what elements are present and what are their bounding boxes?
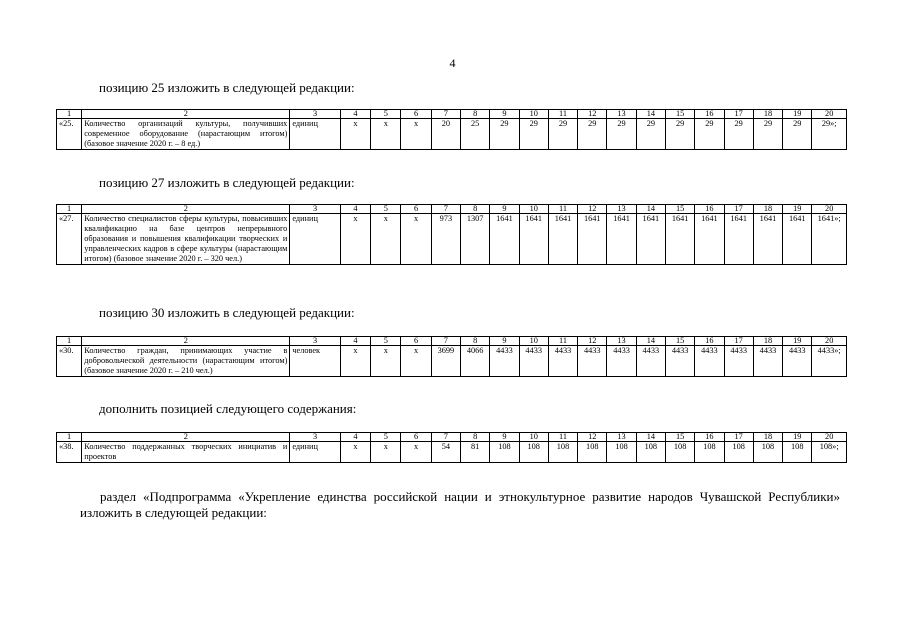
header-cell: 18	[753, 433, 782, 442]
header-cell: 18	[753, 110, 782, 119]
value-cell: 108	[665, 442, 694, 463]
section-caption-27: позицию 27 изложить в следующей редакции:	[99, 175, 355, 190]
value-cell: 29»;	[812, 119, 847, 150]
header-cell: 2	[82, 205, 290, 214]
value-cell: 54	[431, 442, 460, 463]
header-cell: 10	[519, 337, 548, 346]
header-cell: 6	[401, 433, 431, 442]
header-cell: 11	[548, 205, 577, 214]
header-cell: 14	[636, 337, 665, 346]
position-number: «27.	[57, 214, 82, 265]
value-cell: 4433	[548, 346, 577, 377]
header-cell: 15	[665, 433, 694, 442]
header-cell: 3	[290, 205, 341, 214]
header-cell: 2	[82, 110, 290, 119]
header-cell: 8	[461, 433, 490, 442]
header-cell: 20	[812, 110, 847, 119]
value-cell: 29	[636, 119, 665, 150]
value-cell: 1307	[461, 214, 490, 265]
value-cell: 108	[548, 442, 577, 463]
value-cell: x	[371, 346, 401, 377]
header-cell: 12	[578, 110, 607, 119]
value-cell: 1641	[783, 214, 812, 265]
header-cell: 3	[290, 337, 341, 346]
value-cell: 29	[665, 119, 694, 150]
value-cell: 108	[695, 442, 724, 463]
value-cell: x	[340, 346, 370, 377]
value-cell: 4433	[753, 346, 782, 377]
value-cell: 4433	[490, 346, 519, 377]
header-cell: 13	[607, 433, 636, 442]
indicator-name: Количество поддержанных творческих инициатив и проектов	[82, 442, 290, 463]
value-cell: 4433»;	[812, 346, 847, 377]
header-cell: 3	[290, 433, 341, 442]
value-cell: 29	[578, 119, 607, 150]
header-cell: 13	[607, 110, 636, 119]
value-cell: 1641	[724, 214, 753, 265]
indicator-name: Количество специалистов сферы культуры, повысивших квалификацию на базе центров непрерывного образования и повышения квалификации творческих и управленческих кадров в сфере культуры (нарастающим итогом) (базовое значение 2020 г. – 320 чел.)	[82, 214, 290, 265]
header-cell: 12	[578, 205, 607, 214]
value-cell: 1641	[636, 214, 665, 265]
value-cell: 108	[783, 442, 812, 463]
header-cell: 7	[431, 433, 460, 442]
value-cell: 29	[724, 119, 753, 150]
header-cell: 12	[578, 337, 607, 346]
value-cell: 4433	[665, 346, 694, 377]
header-cell: 4	[340, 110, 370, 119]
header-cell: 6	[401, 110, 431, 119]
value-cell: 29	[607, 119, 636, 150]
value-cell: 973	[431, 214, 460, 265]
header-cell: 17	[724, 205, 753, 214]
value-cell: x	[401, 214, 431, 265]
indicator-name: Количество организаций культуры, получивших современное оборудование (нарастающим итогом) (базовое значение 2020 г. – 8 ед.)	[82, 119, 290, 150]
header-cell: 9	[490, 337, 519, 346]
value-cell: 81	[461, 442, 490, 463]
header-cell: 17	[724, 337, 753, 346]
header-cell: 13	[607, 337, 636, 346]
unit-cell: единиц	[290, 442, 341, 463]
header-cell: 19	[783, 205, 812, 214]
value-cell: 4433	[695, 346, 724, 377]
page-number: 4	[449, 56, 456, 70]
header-cell: 12	[578, 433, 607, 442]
header-cell: 6	[401, 337, 431, 346]
header-cell: 10	[519, 110, 548, 119]
value-cell: x	[340, 119, 370, 150]
value-cell: 1641	[753, 214, 782, 265]
header-cell: 5	[371, 337, 401, 346]
unit-cell: человек	[290, 346, 341, 377]
header-cell: 3	[290, 110, 341, 119]
value-cell: x	[401, 346, 431, 377]
value-cell: x	[371, 119, 401, 150]
section-caption-30: позицию 30 изложить в следующей редакции:	[99, 305, 355, 320]
header-cell: 20	[812, 433, 847, 442]
header-cell: 10	[519, 205, 548, 214]
header-cell: 9	[490, 205, 519, 214]
value-cell: 4066	[461, 346, 490, 377]
header-cell: 14	[636, 433, 665, 442]
value-cell: 1641	[490, 214, 519, 265]
header-cell: 16	[695, 110, 724, 119]
header-cell: 10	[519, 433, 548, 442]
header-cell: 7	[431, 110, 460, 119]
header-cell: 4	[340, 337, 370, 346]
table-position-25	[56, 109, 847, 150]
header-cell: 5	[371, 110, 401, 119]
value-cell: 29	[783, 119, 812, 150]
value-cell: 3699	[431, 346, 460, 377]
header-cell: 7	[431, 337, 460, 346]
header-cell: 18	[753, 205, 782, 214]
value-cell: x	[371, 442, 401, 463]
header-cell: 18	[753, 337, 782, 346]
table-position-38	[56, 432, 847, 463]
header-cell: 2	[82, 433, 290, 442]
header-cell: 4	[340, 433, 370, 442]
header-cell: 16	[695, 205, 724, 214]
header-cell: 14	[636, 110, 665, 119]
value-cell: 4433	[607, 346, 636, 377]
header-cell: 17	[724, 110, 753, 119]
header-cell: 11	[548, 337, 577, 346]
header-cell: 15	[665, 337, 694, 346]
value-cell: 29	[548, 119, 577, 150]
header-cell: 1	[57, 433, 82, 442]
header-cell: 13	[607, 205, 636, 214]
indicator-name: Количество граждан, принимающих участие в добровольческой деятельности (нарастающим итогом) (базовое значение 2020 г. – 210 чел.)	[82, 346, 290, 377]
unit-cell: единиц	[290, 214, 341, 265]
value-cell: 20	[431, 119, 460, 150]
value-cell: 108	[578, 442, 607, 463]
header-cell: 15	[665, 205, 694, 214]
value-cell: 108	[490, 442, 519, 463]
value-cell: 108	[753, 442, 782, 463]
value-cell: 4433	[519, 346, 548, 377]
value-cell: 108	[607, 442, 636, 463]
header-cell: 19	[783, 110, 812, 119]
table-header-row	[57, 205, 847, 214]
section-caption-25: позицию 25 изложить в следующей редакции:	[99, 80, 355, 95]
value-cell: 29	[490, 119, 519, 150]
header-cell: 17	[724, 433, 753, 442]
value-cell: 29	[519, 119, 548, 150]
header-cell: 19	[783, 433, 812, 442]
table-row	[57, 214, 847, 265]
header-cell: 4	[340, 205, 370, 214]
value-cell: 4433	[636, 346, 665, 377]
table-header-row	[57, 110, 847, 119]
header-cell: 8	[461, 337, 490, 346]
table-row	[57, 346, 847, 377]
value-cell: 29	[695, 119, 724, 150]
header-cell: 1	[57, 205, 82, 214]
value-cell: x	[371, 214, 401, 265]
header-cell: 15	[665, 110, 694, 119]
header-cell: 11	[548, 110, 577, 119]
header-cell: 11	[548, 433, 577, 442]
header-cell: 1	[57, 337, 82, 346]
position-number: «30.	[57, 346, 82, 377]
value-cell: 29	[753, 119, 782, 150]
header-cell: 5	[371, 205, 401, 214]
value-cell: x	[401, 442, 431, 463]
value-cell: 1641	[665, 214, 694, 265]
header-cell: 16	[695, 337, 724, 346]
table-row	[57, 119, 847, 150]
table-row	[57, 442, 847, 463]
value-cell: x	[340, 442, 370, 463]
table-position-30	[56, 336, 847, 377]
header-cell: 5	[371, 433, 401, 442]
header-cell: 19	[783, 337, 812, 346]
value-cell: 25	[461, 119, 490, 150]
value-cell: 108	[636, 442, 665, 463]
section-caption-38: дополнить позицией следующего содержания:	[99, 401, 357, 416]
header-cell: 8	[461, 110, 490, 119]
header-cell: 6	[401, 205, 431, 214]
position-number: «25.	[57, 119, 82, 150]
header-cell: 16	[695, 433, 724, 442]
header-cell: 9	[490, 110, 519, 119]
value-cell: 108	[724, 442, 753, 463]
value-cell: 4433	[578, 346, 607, 377]
unit-cell: единиц	[290, 119, 341, 150]
table-header-row	[57, 433, 847, 442]
value-cell: 4433	[724, 346, 753, 377]
value-cell: 108	[519, 442, 548, 463]
position-number: «38.	[57, 442, 82, 463]
value-cell: 1641	[548, 214, 577, 265]
value-cell: 1641»;	[812, 214, 847, 265]
header-cell: 7	[431, 205, 460, 214]
value-cell: 1641	[695, 214, 724, 265]
value-cell: 1641	[578, 214, 607, 265]
table-position-27	[56, 204, 847, 265]
header-cell: 20	[812, 205, 847, 214]
value-cell: 1641	[607, 214, 636, 265]
value-cell: 1641	[519, 214, 548, 265]
header-cell: 2	[82, 337, 290, 346]
value-cell: x	[340, 214, 370, 265]
table-header-row	[57, 337, 847, 346]
header-cell: 20	[812, 337, 847, 346]
final-paragraph: раздел «Подпрограмма «Укрепление единства российской нации и этнокультурное развитие народов Чувашской Республики» изложить в следующей редакции:	[80, 489, 840, 520]
value-cell: 4433	[783, 346, 812, 377]
value-cell: x	[401, 119, 431, 150]
header-cell: 14	[636, 205, 665, 214]
header-cell: 1	[57, 110, 82, 119]
header-cell: 9	[490, 433, 519, 442]
header-cell: 8	[461, 205, 490, 214]
value-cell: 108»;	[812, 442, 847, 463]
